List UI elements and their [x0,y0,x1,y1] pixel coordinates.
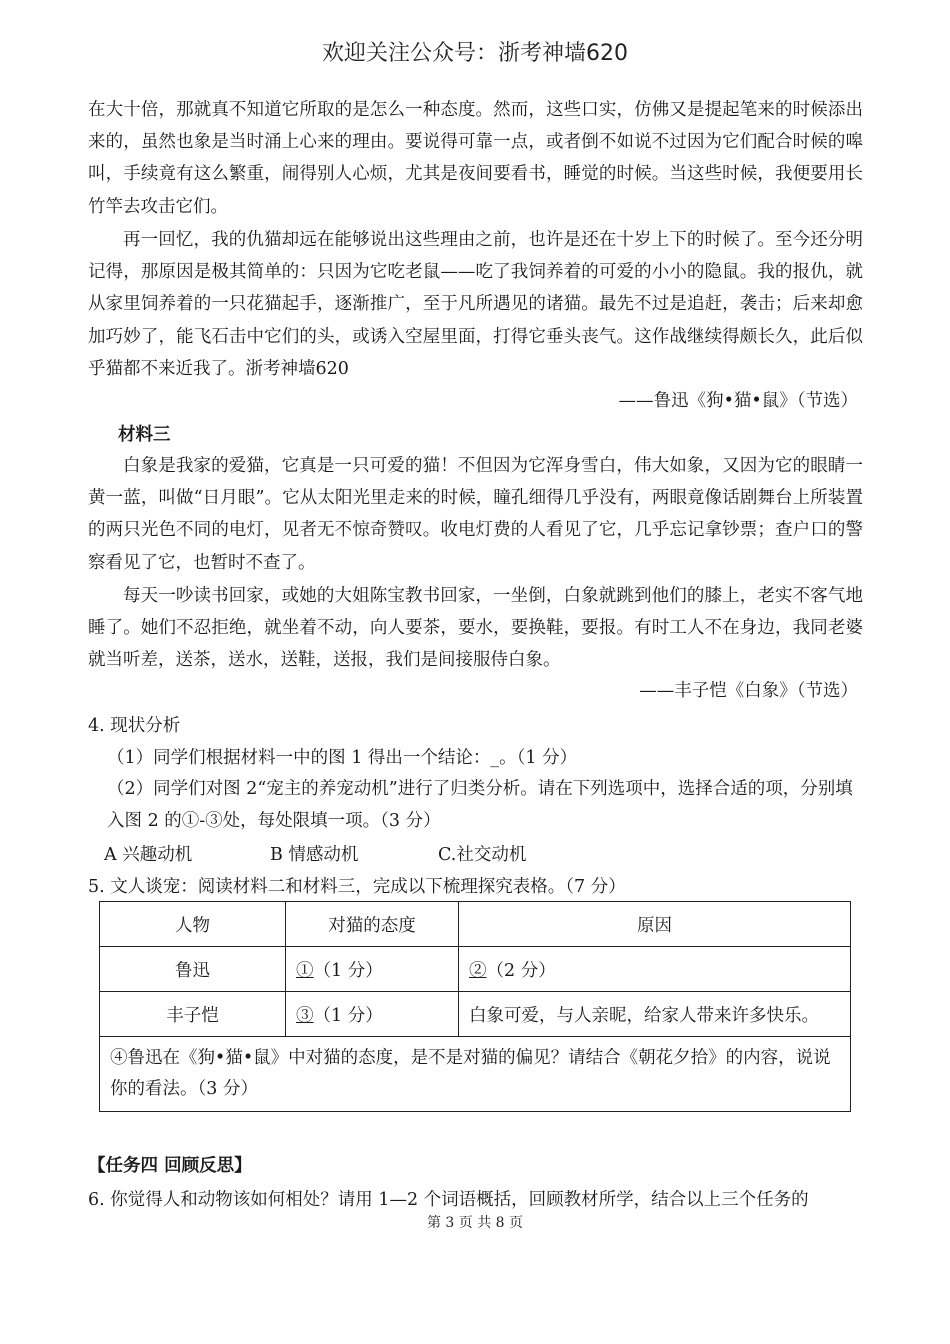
question-6-text: 6. 你觉得人和动物该如何相处？请用 1—2 个词语概括，回顾教材所学，结合以上三个任务的 [88,1190,809,1210]
sub-question-4: ④鲁迅在《狗•猫•鼠》中对猫的态度，是不是对猫的偏见？请结合《朝花夕拾》的内容，说说你的看法。（3 分） [100,1037,851,1112]
header-reason: 原因 [459,902,851,947]
blank-3-score: （1 分） [313,1005,383,1026]
page-header: 欢迎关注公众号：浙考神墙620 [322,41,628,66]
option-b: B 情感动机 [270,845,359,865]
blank-2-mark: ② [469,960,487,981]
table-header-row [100,902,851,947]
material3-label: 材料三 [118,425,171,445]
blank-1-score: （1 分） [313,960,383,981]
table-row [100,947,851,992]
question-5-title: 5. 文人谈宠：阅读材料二和材料三，完成以下梳理探究表格。（7 分） [88,877,626,897]
row-1-person: 鲁迅 [100,947,286,992]
page-footer: 第 3 页 共 8 页 [426,1215,524,1231]
question-4-sub-2: （2）同学们对图 2“宠主的养宠动机”进行了归类分析。请在下列选项中，选择合适的项，分别填入图 2 的①-③处，每处限填一项。（3 分） [107,779,853,831]
row-2-attitude [286,992,459,1037]
table-row [100,1037,851,1112]
row-1-reason [459,947,851,992]
row-2-reason: 白象可爱，与人亲昵，给家人带来许多快乐。 [459,992,851,1037]
blank-3-mark: ③ [296,1005,314,1026]
material2-paragraph-1: 在大十倍，那就真不知道它所取的是怎么一种态度。然而，这些口实，仿佛又是提起笔来的时候添出来的，虽然也象是当时涌上心来的理由。要说得可靠一点，或者倒不如说不过因为它们配合时候的嗥叫，手续竟有这么繁重，闹得别人心烦，尤其是夜间要看书，睡觉的时候。当这些时候，我便要用长竹竿去攻击它们。 [88,100,863,217]
blank-2-score: （2 分） [486,960,556,981]
material2-source: ——鲁迅《狗•猫•鼠》（节选） [618,391,858,411]
material3-paragraph-1: 白象是我家的爱猫，它真是一只可爱的猫！不但因为它浑身雪白，伟大如象，又因为它的眼睛一黄一蓝，叫做“日月眼”。它从太阳光里走来的时候，瞳孔细得几乎没有，两眼竟像话剧舞台上所装置的两只光色不同的电灯，见者无不惊奇赞叹。收电灯费的人看见了它，几乎忘记拿钞票；查户口的警察看见了它，也暂时不查了。 [88,456,863,573]
material3-paragraph-2: 每天一吵读书回家，或她的大姐陈宝教书回家，一坐倒，白象就跳到他们的膝上，老实不客气地睡了。她们不忍拒绝，就坐着不动，向人要茶，要水，要换鞋，要报。有时工人不在身边，我同老婆就当听差，送茶，送水，送鞋，送报，我们是间接服侍白象。 [88,586,863,671]
task-4-heading: 【任务四 回顾反思】 [88,1156,252,1176]
option-a: A 兴趣动机 [104,845,193,865]
question-4-title: 4. 现状分析 [88,716,181,736]
header-attitude: 对猫的态度 [286,902,459,947]
blank-1-mark: ① [296,960,314,981]
question-4-options [104,841,526,866]
row-1-attitude [286,947,459,992]
option-c: C.社交动机 [438,845,527,865]
table-row [100,992,851,1037]
row-2-person: 丰子恺 [100,992,286,1037]
header-person: 人物 [100,902,286,947]
analysis-table [99,901,851,1112]
question-4-sub-1: （1）同学们根据材料一中的图 1 得出一个结论：_。（1 分） [107,748,578,768]
material3-source: ——丰子恺《白象》（节选） [639,681,858,701]
material2-paragraph-2: 再一回忆，我的仇猫却远在能够说出这些理由之前，也许是还在十岁上下的时候了。至今还分明记得，那原因是极其简单的：只因为它吃老鼠——吃了我饲养着的可爱的小小的隐鼠。我的报仇，就从家里饲养着的一只花猫起手，逐渐推广，至于凡所遇见的诸猫。最先不过是追赶，袭击；后来却愈加巧妙了，能飞石击中它们的头，或诱入空屋里面，打得它垂头丧气。这作战继续得颇长久，此后似乎猫都不来近我了。浙考神墙620 [88,230,863,379]
